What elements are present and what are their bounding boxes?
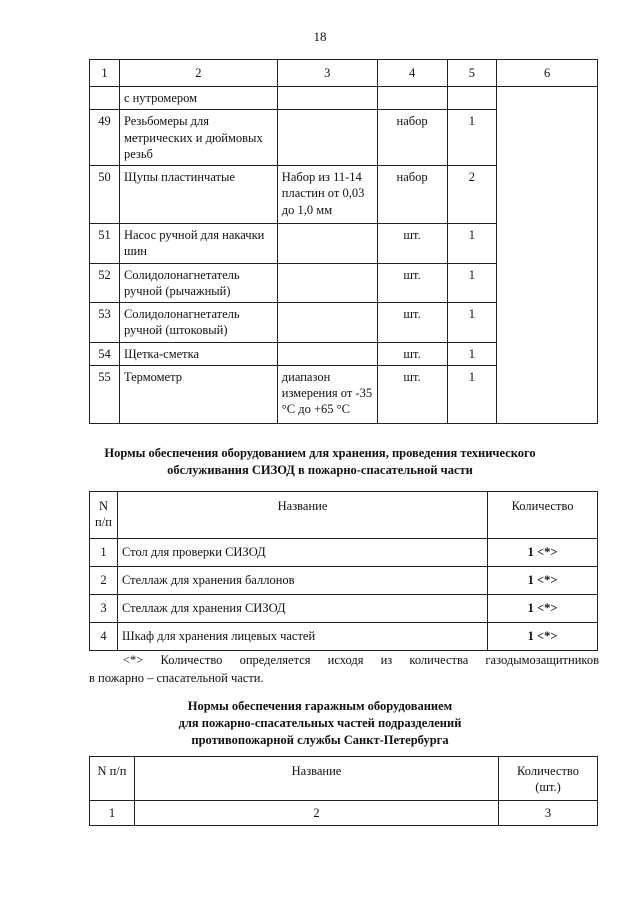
item-name: Стол для проверки СИЗОД: [117, 539, 487, 567]
column-header-quantity: [499, 757, 598, 801]
item-name: Насос ручной для накачки шин: [119, 224, 277, 264]
garage-equipment-table: [89, 756, 598, 826]
item-unit: шт.: [377, 342, 447, 365]
tools-table: [89, 59, 598, 424]
item-name: Термометр: [119, 365, 277, 423]
heading-line: для пожарно-спасательных частей подразделений: [178, 715, 462, 730]
column-header-number: N п/п: [90, 492, 118, 539]
row-number: 2: [90, 567, 118, 595]
item-name: Щетка-сметка: [119, 342, 277, 365]
item-unit: шт.: [377, 303, 447, 343]
row-number: 54: [90, 342, 120, 365]
item-name: Щупы пластинчатые: [119, 166, 277, 224]
item-quantity: 2: [447, 166, 497, 224]
item-quantity: 1 <*>: [488, 595, 598, 623]
item-description: диапазон измерения от -35 °С до +65 °С: [277, 365, 377, 423]
row-number: 49: [90, 110, 120, 166]
column-numbering-row: [90, 801, 598, 826]
item-description: [277, 342, 377, 365]
item-description: [277, 224, 377, 264]
column-header: 4: [377, 60, 447, 87]
row-number: [90, 87, 120, 110]
item-unit: шт.: [377, 224, 447, 264]
table-row: [90, 87, 598, 110]
item-quantity: 1: [447, 365, 497, 423]
column-header: 2: [119, 60, 277, 87]
row-number: 55: [90, 365, 120, 423]
table-row: [90, 539, 598, 567]
item-unit: набор: [377, 166, 447, 224]
item-name: Солидолонагнетатель ручной (штоковый): [119, 303, 277, 343]
section-heading-garage: [0, 698, 640, 749]
item-description: [277, 263, 377, 303]
item-quantity: 1: [447, 110, 497, 166]
footnote-line: в пожарно – спасательной части.: [89, 671, 264, 686]
heading-line: Нормы обеспечения гаражным оборудованием: [187, 699, 453, 713]
footnote-line: <*> Количество определяется исходя из количества газодымозащитников: [123, 653, 599, 667]
item-name: с нутромером: [119, 87, 277, 110]
column-header-name: Название: [134, 757, 498, 801]
column-number: 1: [90, 801, 135, 826]
item-name: Шкаф для хранения лицевых частей: [117, 623, 487, 651]
column-number: 2: [134, 801, 498, 826]
item-quantity: 1 <*>: [488, 567, 598, 595]
page-number: 18: [313, 29, 327, 44]
table-header-row: [90, 492, 598, 539]
heading-line: Нормы обеспечения оборудованием для хранения, проведения технического: [104, 446, 536, 460]
section-heading-sizod: [0, 445, 640, 479]
row-number: 52: [90, 263, 120, 303]
item-description: [277, 110, 377, 166]
column-header-number: N п/п: [90, 757, 135, 801]
item-name: Резьбомеры для метрических и дюймовых резьб: [119, 110, 277, 166]
table-header-row: [90, 60, 598, 87]
row-number: 4: [90, 623, 118, 651]
column-header: 6: [497, 60, 598, 87]
footnote: [89, 651, 599, 687]
header-line: Количество: [517, 764, 579, 778]
heading-line: обслуживания СИЗОД в пожарно-спасательной части: [167, 462, 473, 477]
item-unit: [377, 87, 447, 110]
item-description: [277, 87, 377, 110]
header-line: (шт.): [535, 780, 561, 795]
item-description: [277, 303, 377, 343]
table-row: [90, 567, 598, 595]
sizod-equipment-table: [89, 491, 598, 651]
row-number: 51: [90, 224, 120, 264]
item-name: Стеллаж для хранения СИЗОД: [117, 595, 487, 623]
item-quantity: 1 <*>: [488, 539, 598, 567]
item-name: Стеллаж для хранения баллонов: [117, 567, 487, 595]
item-unit: шт.: [377, 365, 447, 423]
column-header-name: Название: [117, 492, 487, 539]
item-unit: набор: [377, 110, 447, 166]
row-number: 53: [90, 303, 120, 343]
item-name: Солидолонагнетатель ручной (рычажный): [119, 263, 277, 303]
column-header: 1: [90, 60, 120, 87]
row-number: 50: [90, 166, 120, 224]
item-quantity: 1: [447, 342, 497, 365]
table-header-row: [90, 757, 598, 801]
item-quantity: 1 <*>: [488, 623, 598, 651]
row-number: 3: [90, 595, 118, 623]
heading-line: противопожарной службы Санкт-Петербурга: [191, 732, 449, 747]
table-row: [90, 623, 598, 651]
table-row: [90, 595, 598, 623]
row-number: 1: [90, 539, 118, 567]
column-header: 3: [277, 60, 377, 87]
item-quantity: 1: [447, 263, 497, 303]
column-header-quantity: Количество: [488, 492, 598, 539]
item-quantity: [447, 87, 497, 110]
item-quantity: 1: [447, 303, 497, 343]
column-number: 3: [499, 801, 598, 826]
notes-cell: [497, 87, 598, 424]
item-quantity: 1: [447, 224, 497, 264]
item-description: Набор из 11-14 пластин от 0,03 до 1,0 мм: [277, 166, 377, 224]
item-unit: шт.: [377, 263, 447, 303]
column-header: 5: [447, 60, 497, 87]
